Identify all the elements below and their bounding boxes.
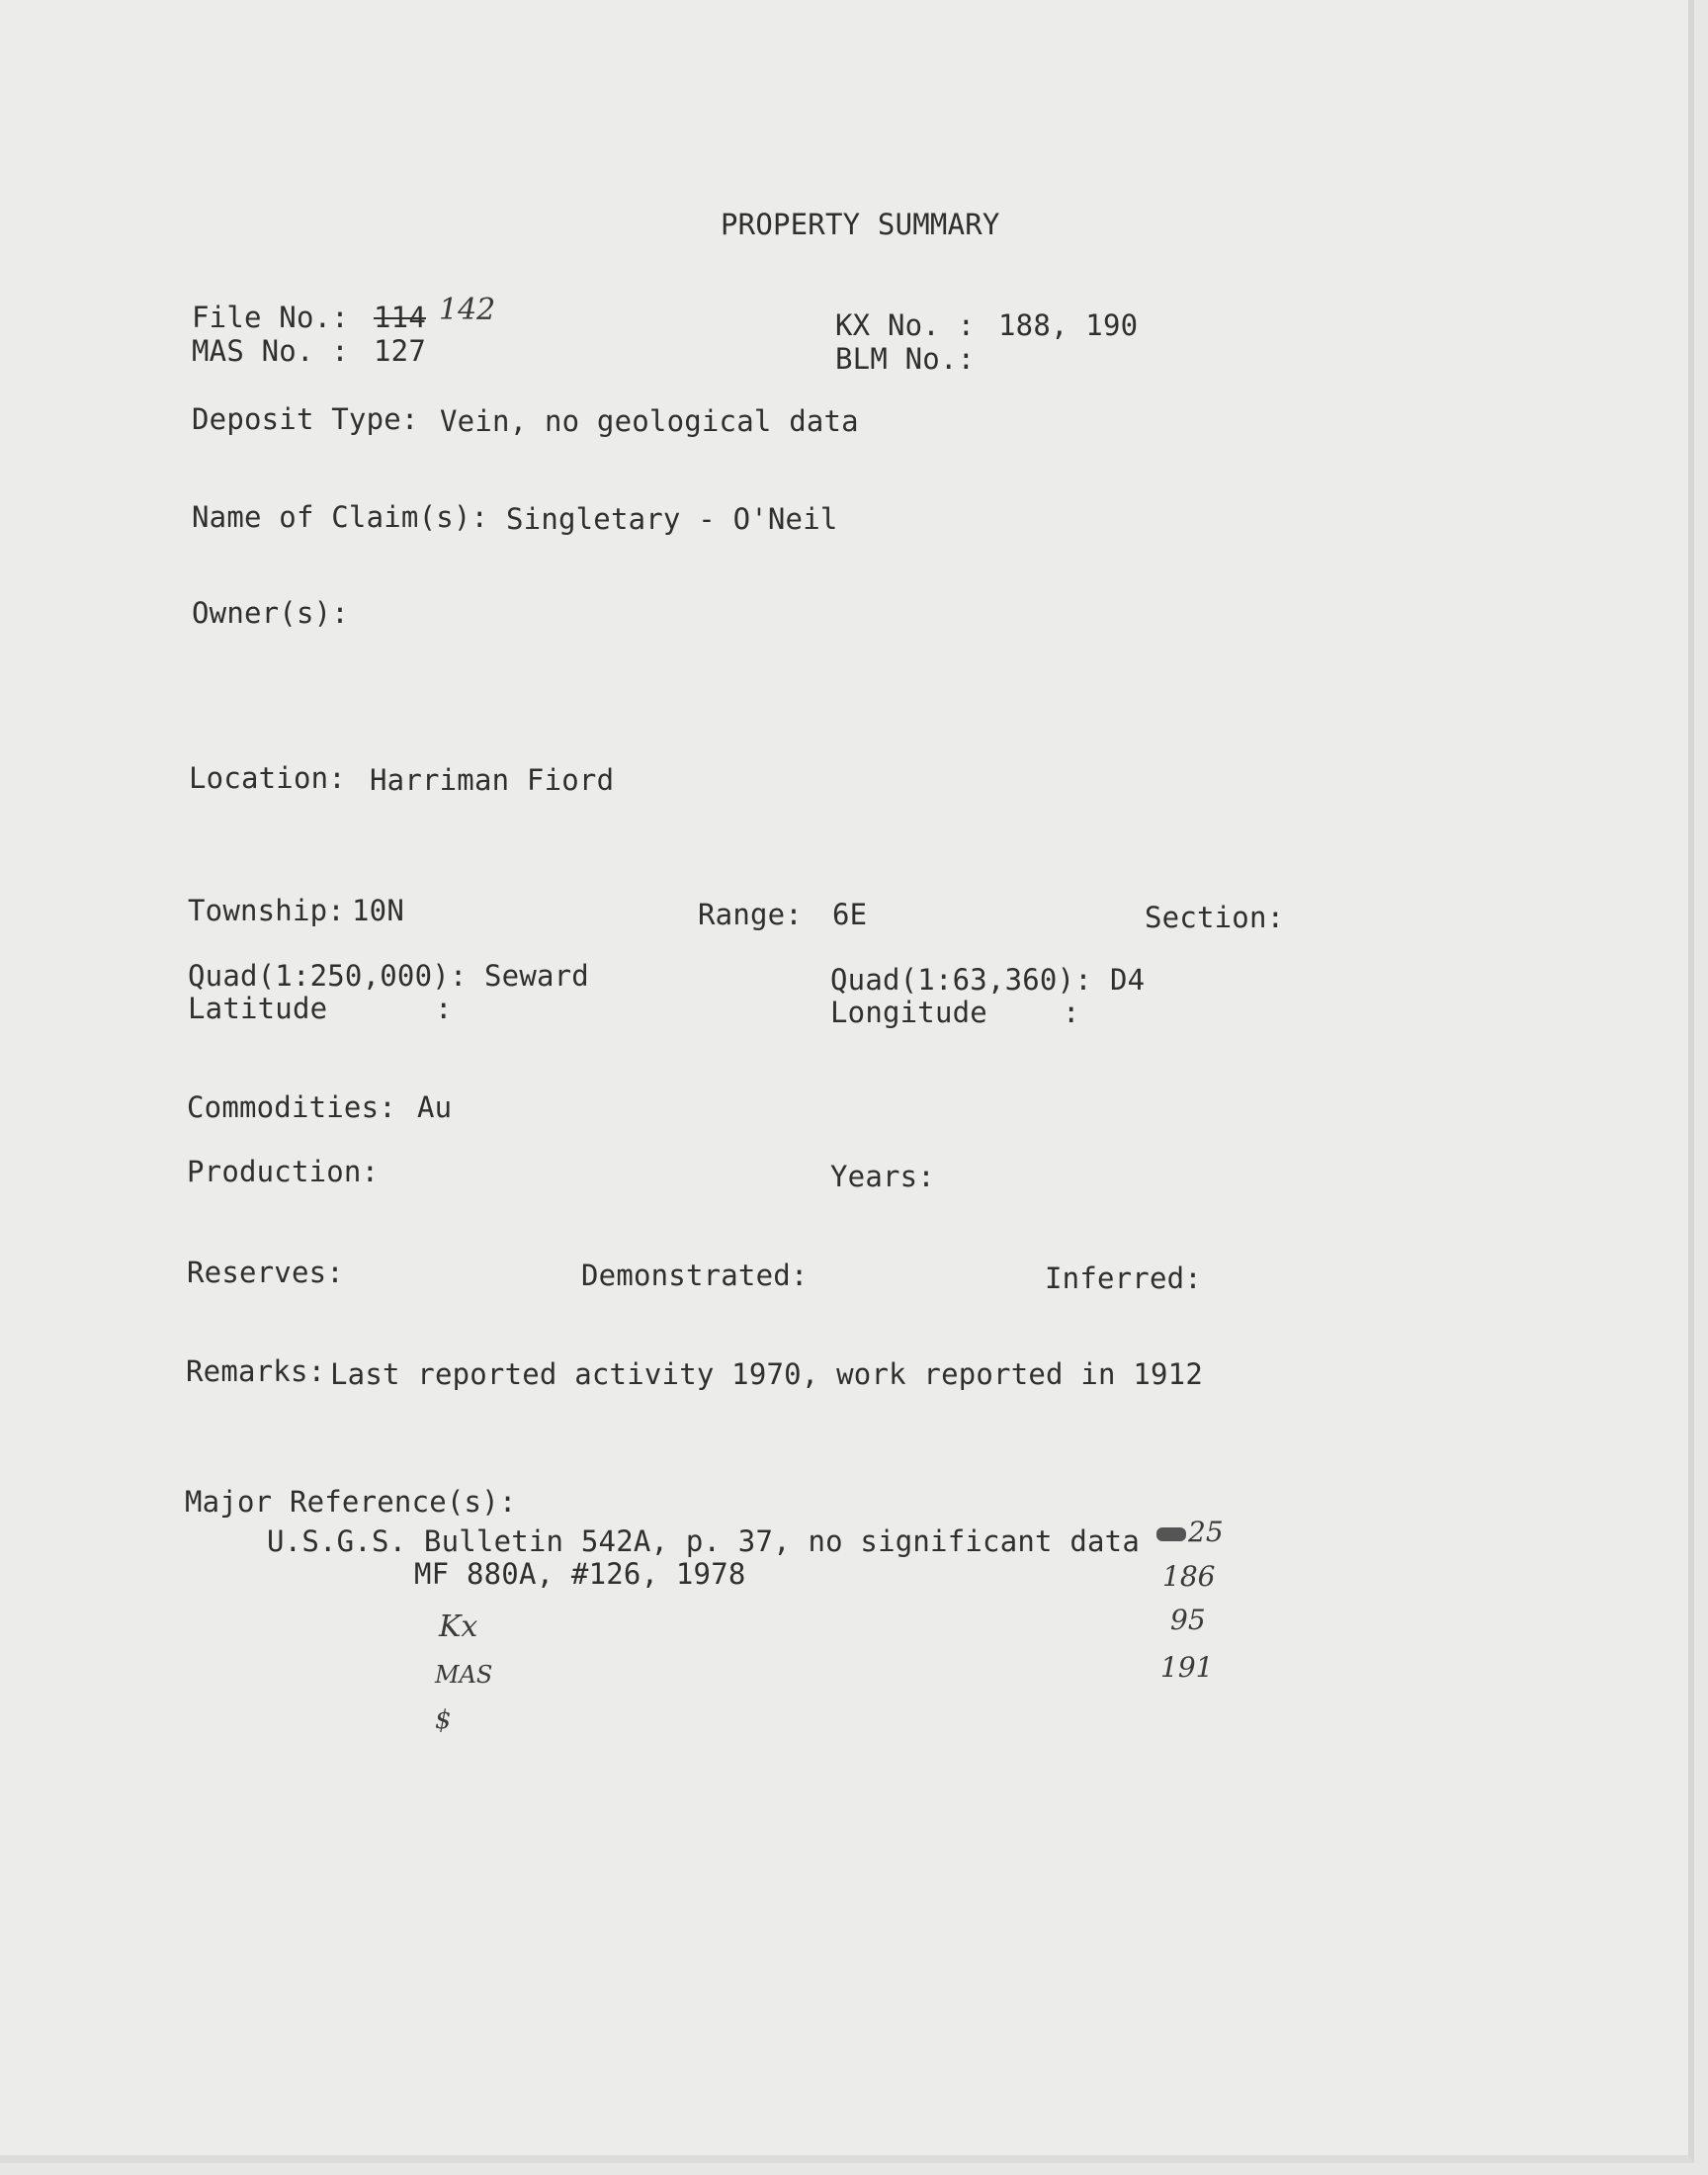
latitude-label: Latitude (188, 992, 328, 1025)
deposit-type-value: Vein, no geological data (440, 404, 859, 438)
reserves-label: Reserves: (187, 1256, 344, 1289)
reference-line-2: MF 880A, #126, 1978 (414, 1557, 746, 1591)
demonstrated-label: Demonstrated: (581, 1259, 809, 1292)
years-label: Years: (830, 1160, 935, 1193)
blm-no-label: BLM No.: (835, 342, 976, 376)
location-value: Harriman Fiord (370, 763, 615, 797)
quad-63-value: D4 (1110, 963, 1146, 997)
file-no-handwritten-value: 142 (439, 293, 496, 327)
inferred-label: Inferred: (1045, 1262, 1202, 1295)
handwritten-note-kx: Kx (439, 1610, 478, 1644)
longitude-colon: : (1063, 996, 1080, 1029)
handwritten-number-191: 191 (1160, 1651, 1214, 1684)
kx-no-value: 188, 190 (998, 308, 1139, 342)
reference-line-1: U.S.G.S. Bulletin 542A, p. 37, no significant data (267, 1524, 1140, 1558)
file-no-old-value: 114 (374, 301, 426, 334)
handwritten-note-dollar: $ (435, 1705, 452, 1735)
remarks-label: Remarks: (186, 1354, 326, 1388)
quad-250-value: Seward (484, 959, 589, 993)
quad-63-label: Quad(1:63,360): (830, 963, 1092, 997)
owners-label: Owner(s): (192, 596, 349, 630)
remarks-value: Last reported activity 1970, work reported in 1912 (330, 1357, 1203, 1391)
claims-label: Name of Claim(s): (192, 500, 489, 534)
production-label: Production: (187, 1155, 380, 1188)
section-label: Section: (1145, 901, 1285, 934)
handwritten-number-186: 186 (1162, 1560, 1216, 1593)
claims-value: Singletary - O'Neil (506, 502, 838, 536)
range-label: Range: (698, 898, 803, 931)
commodities-value: Au (417, 1090, 453, 1124)
page-title: PROPERTY SUMMARY (721, 208, 1000, 241)
longitude-label: Longitude (830, 996, 987, 1029)
township-label: Township: (188, 894, 345, 927)
handwritten-note-mas: MAS (435, 1661, 493, 1689)
kx-no-label: KX No. : (835, 308, 976, 342)
mas-no-label: MAS No. : (192, 334, 349, 368)
latitude-colon: : (435, 992, 453, 1025)
handwritten-number-25-text: 25 (1188, 1516, 1224, 1548)
mas-no-value: 127 (374, 334, 426, 368)
location-label: Location: (189, 761, 346, 795)
commodities-label: Commodities: (187, 1090, 396, 1124)
township-value: 10N (352, 894, 404, 927)
references-label: Major Reference(s): (185, 1485, 517, 1519)
handwritten-number-95: 95 (1170, 1604, 1206, 1636)
quad-250-label: Quad(1:250,000): (188, 959, 468, 993)
file-no-label: File No.: (192, 301, 349, 334)
handwritten-scribble (1156, 1527, 1186, 1541)
range-value: 6E (832, 898, 868, 931)
handwritten-number-25 (1156, 1516, 1224, 1548)
deposit-type-label: Deposit Type: (192, 402, 419, 436)
